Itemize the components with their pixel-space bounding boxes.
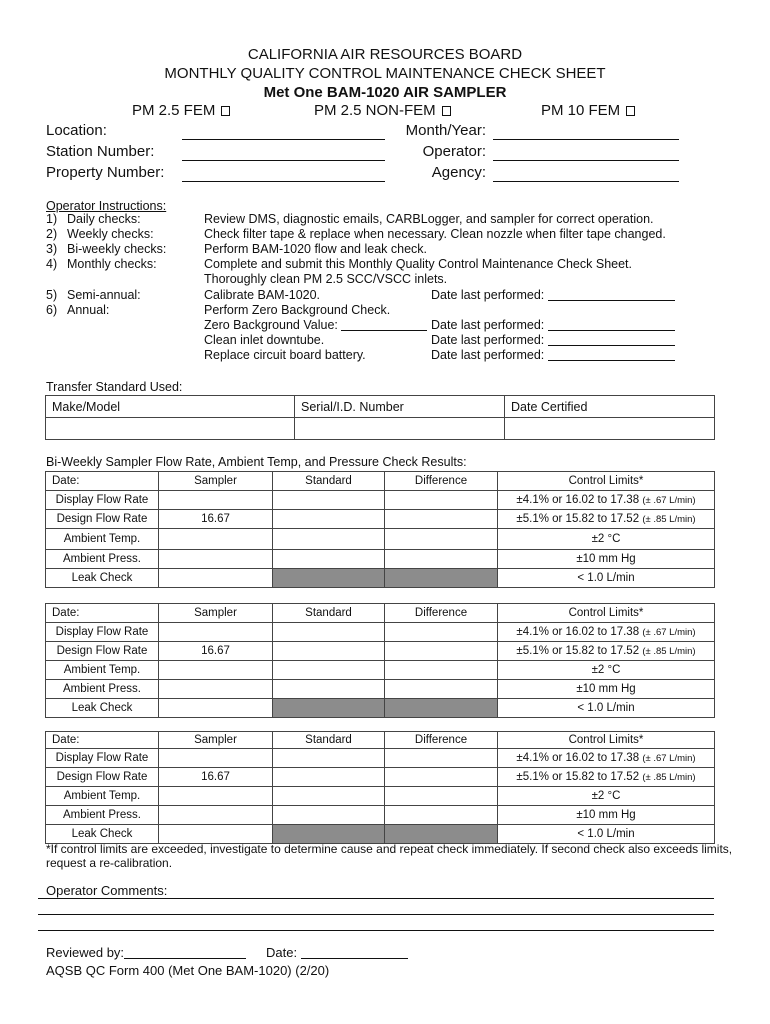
replace-battery-text: Replace circuit board battery. xyxy=(204,348,366,362)
control-limit xyxy=(498,569,715,588)
sampler-value[interactable] xyxy=(159,529,273,550)
footnote-line2: request a re-calibration. xyxy=(46,856,173,870)
sampler-header: Sampler xyxy=(159,732,273,749)
make-model-cell[interactable] xyxy=(46,418,295,440)
row-label: Ambient Temp. xyxy=(46,787,159,806)
date-last-performed-zero: Date last performed: xyxy=(431,318,675,332)
control-limit xyxy=(498,642,715,661)
check-row xyxy=(46,768,715,787)
control-limit-text: ±4.1% or 16.02 to 17.38 xyxy=(516,752,640,764)
control-limits-header: Control Limits* xyxy=(498,604,715,623)
control-limit xyxy=(498,699,715,718)
checkbox-icon[interactable] xyxy=(221,106,230,116)
control-limit-text: ±2 °C xyxy=(591,533,621,545)
transfer-standard-title: Transfer Standard Used: xyxy=(46,380,183,394)
row-label: Ambient Temp. xyxy=(46,529,159,550)
check-row xyxy=(46,510,715,529)
difference-value[interactable] xyxy=(385,529,498,550)
row-label: Design Flow Rate xyxy=(46,642,159,661)
difference-value[interactable] xyxy=(385,510,498,529)
station-number-label: Station Number: xyxy=(46,143,155,160)
sampler-value[interactable]: 16.67 xyxy=(159,768,273,787)
pm10-fem-option[interactable]: PM 10 FEM xyxy=(541,102,635,119)
check-row xyxy=(46,569,715,588)
difference-value[interactable] xyxy=(385,768,498,787)
row-label: Leak Check xyxy=(46,699,159,718)
control-limit-text: < 1.0 L/min xyxy=(577,702,635,714)
biweekly-title: Bi-Weekly Sampler Flow Rate, Ambient Temp, and Pressure Check Results: xyxy=(46,455,467,469)
pm25-nonfem-option[interactable]: PM 2.5 NON-FEM xyxy=(314,102,451,119)
control-limit-text: ±4.1% or 16.02 to 17.38 xyxy=(516,626,640,638)
standard-value xyxy=(273,699,385,718)
standard-value[interactable] xyxy=(273,768,385,787)
difference-value[interactable] xyxy=(385,642,498,661)
control-limit-tolerance: (± .67 L/min) xyxy=(642,753,696,764)
control-limits-header: Control Limits* xyxy=(498,732,715,749)
control-limit xyxy=(498,491,715,510)
column-header: Make/Model xyxy=(46,396,295,418)
clean-inlet-text: Clean inlet downtube. xyxy=(204,333,325,347)
date-last-performed-calibrate: Date last performed: xyxy=(431,288,675,302)
check-row xyxy=(46,787,715,806)
instruction-label: Weekly checks: xyxy=(67,227,154,241)
control-limit-text: ±2 °C xyxy=(591,790,621,802)
standard-value[interactable] xyxy=(273,680,385,699)
row-label: Leak Check xyxy=(46,569,159,588)
control-limit-tolerance: (± .67 L/min) xyxy=(642,627,696,638)
difference-value[interactable] xyxy=(385,491,498,510)
comments-line[interactable] xyxy=(38,898,714,899)
date-header: Date: xyxy=(46,604,159,623)
instruction-num: 2) xyxy=(46,227,58,241)
sampler-value[interactable] xyxy=(159,825,273,844)
control-limit-text: < 1.0 L/min xyxy=(577,828,635,840)
row-label: Display Flow Rate xyxy=(46,623,159,642)
check-row xyxy=(46,749,715,768)
date-certified-cell[interactable] xyxy=(505,418,715,440)
comments-label: Operator Comments: xyxy=(46,883,168,898)
comments-line[interactable] xyxy=(38,914,714,915)
sampler-header: Sampler xyxy=(159,472,273,491)
agency-label: Agency: xyxy=(431,164,486,181)
control-limit xyxy=(498,825,715,844)
instruction-text: Review DMS, diagnostic emails, CARBLogger, and sampler for correct operation. xyxy=(204,212,654,226)
control-limit xyxy=(498,787,715,806)
difference-value[interactable] xyxy=(385,787,498,806)
row-label: Ambient Press. xyxy=(46,550,159,569)
control-limit-tolerance: (± .85 L/min) xyxy=(642,772,696,783)
check-row xyxy=(46,642,715,661)
date-last-performed-battery: Date last performed: xyxy=(431,348,675,362)
review-date-field[interactable] xyxy=(301,947,408,959)
sampler-value[interactable] xyxy=(159,550,273,569)
check-row xyxy=(46,825,715,844)
serial-number-cell[interactable] xyxy=(295,418,505,440)
instruction-num: 3) xyxy=(46,242,58,256)
property-number-label: Property Number: xyxy=(46,164,165,181)
standard-value[interactable] xyxy=(273,529,385,550)
month-year-label: Month/Year: xyxy=(405,122,486,139)
control-limit xyxy=(498,550,715,569)
column-header: Serial/I.D. Number xyxy=(295,396,505,418)
sampler-value[interactable] xyxy=(159,699,273,718)
transfer-standard-table xyxy=(45,395,715,440)
operator-field[interactable] xyxy=(493,160,679,161)
difference-header: Difference xyxy=(385,604,498,623)
instruction-text: Check filter tape & replace when necessary. Clean nozzle when filter tape changed. xyxy=(204,227,666,241)
instruction-text: Calibrate BAM-1020. xyxy=(204,288,321,302)
standard-value[interactable] xyxy=(273,806,385,825)
sampler-value[interactable] xyxy=(159,661,273,680)
control-limit xyxy=(498,806,715,825)
control-limit-text: < 1.0 L/min xyxy=(577,572,635,584)
row-label: Display Flow Rate xyxy=(46,749,159,768)
standard-value[interactable] xyxy=(273,787,385,806)
sampler-value[interactable] xyxy=(159,787,273,806)
control-limit-text: ±5.1% or 15.82 to 17.52 xyxy=(516,513,640,525)
control-limit-text: ±2 °C xyxy=(591,664,621,676)
difference-value xyxy=(385,569,498,588)
date-field[interactable] xyxy=(548,319,675,331)
sampler-value[interactable] xyxy=(159,623,273,642)
standard-value[interactable] xyxy=(273,749,385,768)
row-label: Design Flow Rate xyxy=(46,510,159,529)
check-row xyxy=(46,529,715,550)
difference-value[interactable] xyxy=(385,806,498,825)
check-row xyxy=(46,623,715,642)
pm25-fem-option[interactable]: PM 2.5 FEM xyxy=(132,102,230,119)
control-limit xyxy=(498,623,715,642)
row-label: Leak Check xyxy=(46,825,159,844)
sheet-title: MONTHLY QUALITY CONTROL MAINTENANCE CHECK SHEET xyxy=(164,65,606,82)
date-header: Date: xyxy=(46,732,159,749)
property-number-field[interactable] xyxy=(182,181,385,182)
month-year-field[interactable] xyxy=(493,139,679,140)
date-field[interactable] xyxy=(548,349,675,361)
sampler-value[interactable]: 16.67 xyxy=(159,642,273,661)
reviewed-by: Reviewed by: xyxy=(46,945,246,960)
standard-value[interactable] xyxy=(273,642,385,661)
control-limit-text: ±4.1% or 16.02 to 17.38 xyxy=(516,494,640,506)
control-limit xyxy=(498,680,715,699)
sampler-value[interactable] xyxy=(159,569,273,588)
difference-value xyxy=(385,699,498,718)
standard-header: Standard xyxy=(273,732,385,749)
control-limit-text: ±10 mm Hg xyxy=(576,809,636,821)
instructions-heading: Operator Instructions: xyxy=(46,199,167,213)
difference-value[interactable] xyxy=(385,661,498,680)
row-label: Ambient Temp. xyxy=(46,661,159,680)
control-limits-header: Control Limits* xyxy=(498,472,715,491)
row-label: Display Flow Rate xyxy=(46,491,159,510)
checkbox-icon[interactable] xyxy=(626,106,635,116)
difference-value[interactable] xyxy=(385,749,498,768)
sampler-header: Sampler xyxy=(159,604,273,623)
standard-value xyxy=(273,569,385,588)
review-date: Date: xyxy=(266,945,408,960)
control-limit-tolerance: (± .85 L/min) xyxy=(642,514,696,525)
sampler-value[interactable] xyxy=(159,749,273,768)
difference-header: Difference xyxy=(385,472,498,491)
row-label: Design Flow Rate xyxy=(46,768,159,787)
date-header: Date: xyxy=(46,472,159,491)
instruction-label: Monthly checks: xyxy=(67,257,157,271)
check-row xyxy=(46,806,715,825)
difference-value[interactable] xyxy=(385,623,498,642)
instruction-num: 6) xyxy=(46,303,58,317)
check-row xyxy=(46,661,715,680)
location-field[interactable] xyxy=(182,139,385,140)
standard-value xyxy=(273,825,385,844)
instruction-label: Semi-annual: xyxy=(67,288,141,302)
instruction-label: Daily checks: xyxy=(67,212,141,226)
sampler-value[interactable] xyxy=(159,491,273,510)
control-limit-text: ±10 mm Hg xyxy=(576,683,636,695)
standard-value[interactable] xyxy=(273,661,385,680)
row-label: Ambient Press. xyxy=(46,806,159,825)
agency-field[interactable] xyxy=(493,181,679,182)
instruction-text: Complete and submit this Monthly Quality Control Maintenance Check Sheet. xyxy=(204,257,632,271)
zero-background-value: Zero Background Value: xyxy=(204,318,427,332)
standard-header: Standard xyxy=(273,604,385,623)
instruction-text: Thoroughly clean PM 2.5 SCC/VSCC inlets. xyxy=(204,272,448,286)
difference-header: Difference xyxy=(385,732,498,749)
control-limit-tolerance: (± .85 L/min) xyxy=(642,646,696,657)
standard-value[interactable] xyxy=(273,550,385,569)
check-table xyxy=(45,471,715,588)
date-field[interactable] xyxy=(548,334,675,346)
agency-title: CALIFORNIA AIR RESOURCES BOARD xyxy=(247,46,523,63)
check-row xyxy=(46,680,715,699)
date-last-performed-inlet: Date last performed: xyxy=(431,333,675,347)
check-table xyxy=(45,603,715,718)
difference-value xyxy=(385,825,498,844)
sampler-title: Met One BAM-1020 AIR SAMPLER xyxy=(263,84,507,101)
operator-label: Operator: xyxy=(422,143,486,160)
control-limit xyxy=(498,510,715,529)
instruction-text: Perform BAM-1020 flow and leak check. xyxy=(204,242,428,256)
date-field[interactable] xyxy=(548,289,675,301)
standard-value[interactable] xyxy=(273,510,385,529)
checkbox-icon[interactable] xyxy=(442,106,451,116)
instruction-text: Perform Zero Background Check. xyxy=(204,303,391,317)
control-limit xyxy=(498,768,715,787)
location-label: Location: xyxy=(46,122,107,139)
standard-header: Standard xyxy=(273,472,385,491)
check-row xyxy=(46,699,715,718)
check-table xyxy=(45,731,715,844)
control-limit-text: ±5.1% or 15.82 to 17.52 xyxy=(516,645,640,657)
difference-value[interactable] xyxy=(385,550,498,569)
control-limit xyxy=(498,661,715,680)
standard-value[interactable] xyxy=(273,623,385,642)
reviewed-by-field[interactable] xyxy=(124,947,246,959)
row-label: Ambient Press. xyxy=(46,680,159,699)
control-limit-tolerance: (± .67 L/min) xyxy=(642,495,696,506)
comments-line[interactable] xyxy=(38,930,714,931)
station-number-field[interactable] xyxy=(182,160,385,161)
sampler-value[interactable] xyxy=(159,806,273,825)
instruction-num: 4) xyxy=(46,257,58,271)
difference-value[interactable] xyxy=(385,680,498,699)
instruction-label: Bi-weekly checks: xyxy=(67,242,167,256)
column-header: Date Certified xyxy=(505,396,715,418)
control-limit xyxy=(498,529,715,550)
instruction-num: 1) xyxy=(46,212,58,226)
instruction-label: Annual: xyxy=(67,303,110,317)
check-row xyxy=(46,550,715,569)
sampler-value[interactable]: 16.67 xyxy=(159,510,273,529)
form-id: AQSB QC Form 400 (Met One BAM-1020) (2/20) xyxy=(46,963,330,978)
control-limit-text: ±10 mm Hg xyxy=(576,553,636,565)
control-limit xyxy=(498,749,715,768)
check-row xyxy=(46,491,715,510)
standard-value[interactable] xyxy=(273,491,385,510)
zero-background-field[interactable] xyxy=(341,319,427,331)
instruction-num: 5) xyxy=(46,288,58,302)
footnote-line1: *If control limits are exceeded, investigate to determine cause and repeat check immediately. If second check also exceeds limits, xyxy=(46,842,733,856)
control-limit-text: ±5.1% or 15.82 to 17.52 xyxy=(516,771,640,783)
sampler-value[interactable] xyxy=(159,680,273,699)
